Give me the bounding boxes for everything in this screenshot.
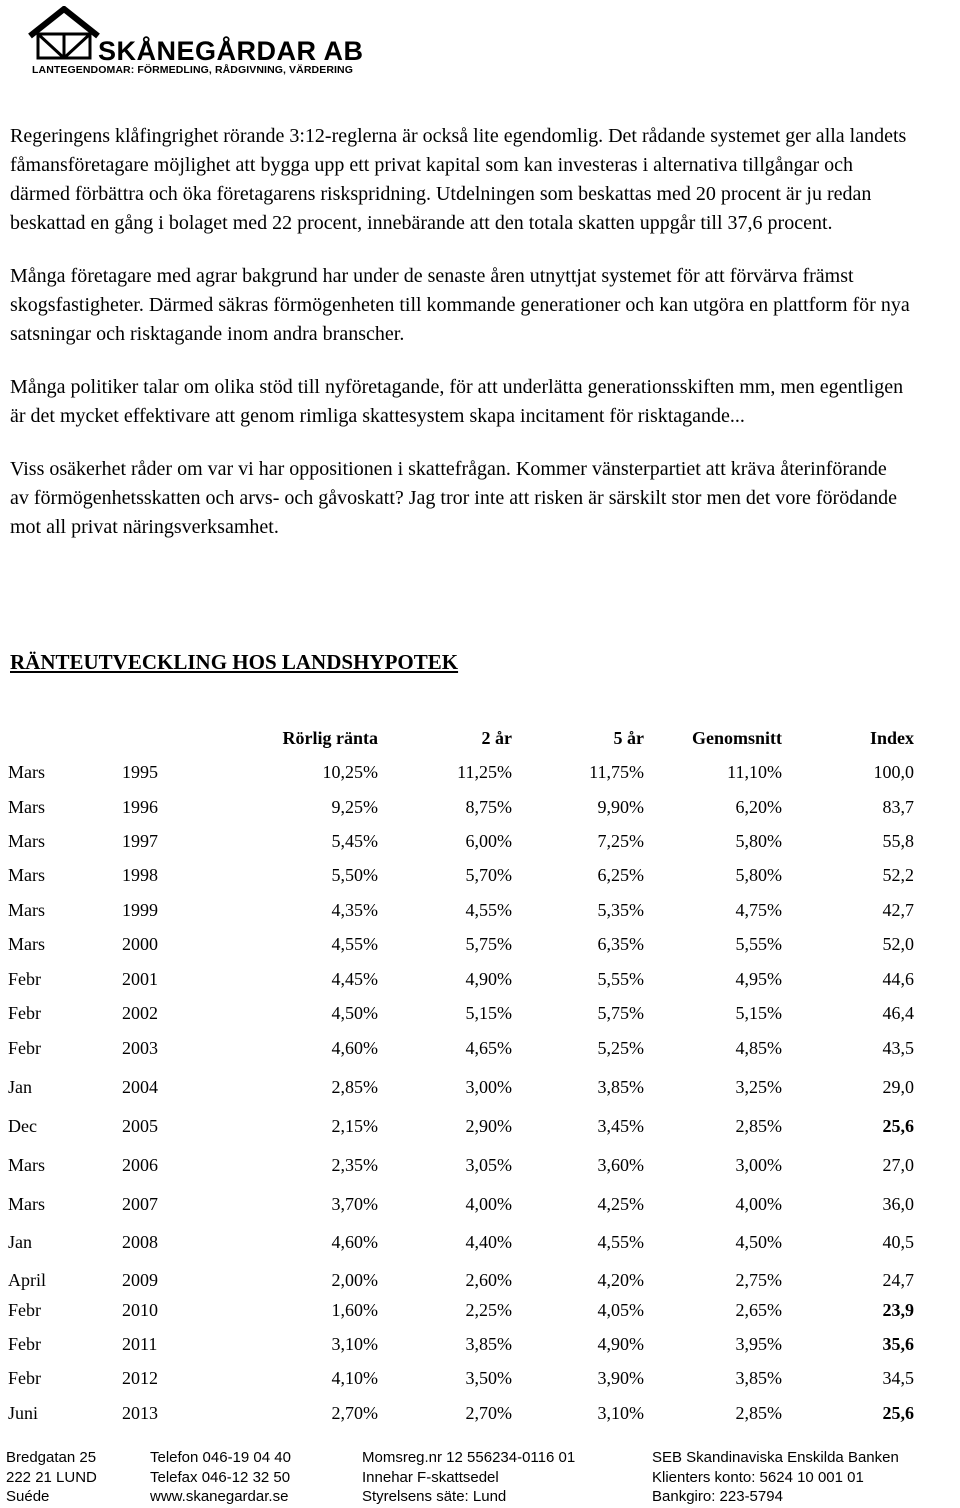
footer-registration xyxy=(362,1448,575,1507)
table-row xyxy=(0,831,960,861)
table-row xyxy=(0,1038,960,1068)
cell-year: 2010 xyxy=(122,1300,158,1320)
cell-year: 1995 xyxy=(122,762,158,782)
cell-snitt: 3,95% xyxy=(735,1334,782,1354)
cell-rorlig: 3,10% xyxy=(331,1334,378,1354)
cell-y5: 11,75% xyxy=(589,762,644,782)
footer-line: Bankgiro: 223-5794 xyxy=(652,1488,783,1505)
cell-index: 52,0 xyxy=(882,934,914,954)
footer-line: 222 21 LUND xyxy=(6,1468,97,1486)
cell-snitt: 11,10% xyxy=(727,762,782,782)
cell-year: 2004 xyxy=(122,1077,158,1097)
cell-index: 29,0 xyxy=(882,1077,914,1097)
cell-rorlig: 2,85% xyxy=(331,1077,378,1097)
logo-tagline: LANTEGENDOMAR: FÖRMEDLING, RÅDGIVNING, VÄRDERING xyxy=(32,64,353,76)
cell-snitt: 5,80% xyxy=(735,865,782,885)
cell-y5: 5,75% xyxy=(597,1003,644,1023)
table-row xyxy=(0,900,960,930)
cell-y2: 8,75% xyxy=(465,797,512,817)
table-row xyxy=(0,1403,960,1433)
table-row xyxy=(0,1155,960,1185)
cell-rorlig: 4,55% xyxy=(331,934,378,954)
cell-year: 1997 xyxy=(122,831,158,851)
company-logo xyxy=(28,6,364,78)
cell-y5: 4,90% xyxy=(597,1334,644,1354)
cell-rorlig: 1,60% xyxy=(331,1300,378,1320)
cell-snitt: 2,85% xyxy=(735,1116,782,1136)
paragraph: Viss osäkerhet råder om var vi har oppositionen i skattefrågan. Kommer vänsterpartiet att kräva återinförande av förmögenhetsskatten och arvs- och gåvoskatt? Jag tror inte att risken är särskilt stor men det vore förödande mot all privat näringsverksamhet. xyxy=(10,458,897,538)
cell-month: Juni xyxy=(8,1403,39,1423)
cell-y5: 5,25% xyxy=(597,1038,644,1058)
cell-y2: 4,00% xyxy=(465,1194,512,1214)
cell-y2: 2,70% xyxy=(465,1403,512,1423)
paragraph: Många företagare med agrar bakgrund har under de senaste åren utnyttjat systemet för att förvärva främst skogsfastigheter. Därmed säkras förmögenheten till kommande generationer och kan utgöra en plattform för nya satsningar och risktagande inom andra branscher. xyxy=(10,265,910,345)
footer-line: SEB Skandinaviska Enskilda Banken xyxy=(652,1449,899,1466)
table-row xyxy=(0,1116,960,1146)
footer-line: Bredgatan 25 xyxy=(6,1449,97,1466)
cell-index: 44,6 xyxy=(882,969,914,989)
cell-y2: 5,75% xyxy=(465,934,512,954)
cell-month: Dec xyxy=(8,1116,37,1136)
cell-y5: 4,25% xyxy=(597,1194,644,1214)
cell-y5: 6,25% xyxy=(597,865,644,885)
cell-rorlig: 9,25% xyxy=(331,797,378,817)
cell-year: 2007 xyxy=(122,1194,158,1214)
cell-year: 1999 xyxy=(122,900,158,920)
cell-month: Mars xyxy=(8,831,45,851)
cell-y2: 3,05% xyxy=(465,1155,512,1175)
table-header-row xyxy=(0,728,960,758)
header-index: Index xyxy=(869,728,914,748)
footer-line: Suéde xyxy=(6,1488,50,1505)
cell-snitt: 3,25% xyxy=(735,1077,782,1097)
cell-rorlig: 2,70% xyxy=(331,1403,378,1423)
cell-y2: 4,90% xyxy=(465,969,512,989)
cell-month: Mars xyxy=(8,1155,45,1175)
farmhouse-icon xyxy=(28,6,108,64)
cell-year: 2001 xyxy=(122,969,158,989)
cell-index: 83,7 xyxy=(882,797,914,817)
cell-y5: 7,25% xyxy=(597,831,644,851)
cell-rorlig: 10,25% xyxy=(322,762,378,782)
cell-y5: 6,35% xyxy=(597,934,644,954)
header-genomsnitt: Genomsnitt xyxy=(692,728,782,748)
cell-index: 100,0 xyxy=(873,762,914,782)
cell-index: 52,2 xyxy=(882,865,914,885)
cell-y5: 4,05% xyxy=(597,1300,644,1320)
cell-month: Mars xyxy=(8,1194,45,1214)
cell-snitt: 2,75% xyxy=(735,1270,782,1290)
cell-year: 2011 xyxy=(122,1334,158,1354)
cell-month: Jan xyxy=(8,1077,32,1097)
cell-snitt: 3,85% xyxy=(735,1368,782,1388)
cell-month: Febr xyxy=(8,969,41,989)
cell-snitt: 5,80% xyxy=(735,831,782,851)
cell-snitt: 4,00% xyxy=(735,1194,782,1214)
cell-rorlig: 4,60% xyxy=(331,1038,378,1058)
cell-y5: 3,90% xyxy=(597,1368,644,1388)
cell-y2: 3,00% xyxy=(465,1077,512,1097)
cell-year: 2003 xyxy=(122,1038,158,1058)
cell-year: 1996 xyxy=(122,797,158,817)
table-row xyxy=(0,1232,960,1262)
cell-y2: 5,70% xyxy=(465,865,512,885)
cell-month: Febr xyxy=(8,1368,41,1388)
cell-y5: 4,20% xyxy=(597,1270,644,1290)
cell-rorlig: 2,15% xyxy=(331,1116,378,1136)
cell-y2: 6,00% xyxy=(465,831,512,851)
cell-index: 46,4 xyxy=(882,1003,914,1023)
footer-line: Klienters konto: 5624 10 001 01 xyxy=(652,1468,864,1486)
footer-line: Momsreg.nr 12 556234-0116 01 xyxy=(362,1449,576,1466)
table-row xyxy=(0,969,960,999)
cell-y2: 3,50% xyxy=(465,1368,512,1388)
footer-line: Innehar F-skattsedel xyxy=(362,1468,499,1486)
cell-month: Mars xyxy=(8,900,45,920)
cell-index: 43,5 xyxy=(882,1038,914,1058)
cell-y2: 4,40% xyxy=(465,1232,512,1252)
cell-rorlig: 5,45% xyxy=(331,831,378,851)
cell-month: Febr xyxy=(8,1038,41,1058)
table-row xyxy=(0,1003,960,1033)
cell-y5: 3,85% xyxy=(597,1077,644,1097)
cell-rorlig: 4,50% xyxy=(331,1003,378,1023)
cell-index: 25,6 xyxy=(882,1403,914,1423)
paragraph: Många politiker talar om olika stöd till nyföretagande, för att underlätta generationsskiften mm, men egentligen är det mycket effektivare att genom rimliga skattesystem skapa incitament för risktagande... xyxy=(10,376,904,427)
cell-snitt: 3,00% xyxy=(735,1155,782,1175)
cell-month: Febr xyxy=(8,1334,41,1354)
table-row xyxy=(0,762,960,792)
table-row xyxy=(0,865,960,895)
cell-rorlig: 2,00% xyxy=(331,1270,378,1290)
section-heading: RÄNTEUTVECKLING HOS LANDSHYPOTEK xyxy=(10,650,459,674)
cell-year: 2000 xyxy=(122,934,158,954)
cell-y2: 3,85% xyxy=(465,1334,512,1354)
table-row xyxy=(0,797,960,827)
cell-month: Jan xyxy=(8,1232,32,1252)
cell-y5: 3,60% xyxy=(597,1155,644,1175)
cell-month: Febr xyxy=(8,1300,41,1320)
cell-rorlig: 2,35% xyxy=(331,1155,378,1175)
cell-index: 36,0 xyxy=(882,1194,914,1214)
logo-name: SKÅNEGÅRDAR AB xyxy=(98,36,364,66)
cell-y5: 3,10% xyxy=(597,1403,644,1423)
cell-snitt: 5,55% xyxy=(735,934,782,954)
cell-y5: 5,35% xyxy=(597,900,644,920)
cell-y2: 4,65% xyxy=(465,1038,512,1058)
header-5ar: 5 år xyxy=(613,728,644,748)
cell-month: Mars xyxy=(8,797,45,817)
footer-bank xyxy=(652,1448,899,1507)
cell-year: 2008 xyxy=(122,1232,158,1252)
footer-line: Telefon 046-19 04 40 xyxy=(150,1449,291,1466)
table-row xyxy=(0,1077,960,1107)
cell-rorlig: 3,70% xyxy=(331,1194,378,1214)
cell-month: April xyxy=(8,1270,46,1290)
footer-line: Styrelsens säte: Lund xyxy=(362,1488,507,1505)
table-row xyxy=(0,1300,960,1330)
cell-month: Mars xyxy=(8,934,45,954)
cell-y2: 5,15% xyxy=(465,1003,512,1023)
cell-index: 35,6 xyxy=(882,1334,914,1354)
cell-snitt: 4,50% xyxy=(735,1232,782,1252)
cell-snitt: 6,20% xyxy=(735,797,782,817)
table-row xyxy=(0,1194,960,1224)
table-row xyxy=(0,1270,960,1300)
cell-y2: 2,25% xyxy=(465,1300,512,1320)
article-body xyxy=(10,122,910,566)
header-2ar: 2 år xyxy=(481,728,512,748)
cell-index: 27,0 xyxy=(882,1155,914,1175)
header-rorlig: Rörlig ränta xyxy=(282,728,378,748)
cell-snitt: 4,85% xyxy=(735,1038,782,1058)
cell-y2: 4,55% xyxy=(465,900,512,920)
cell-y2: 11,25% xyxy=(457,762,512,782)
cell-index: 34,5 xyxy=(882,1368,914,1388)
cell-y2: 2,90% xyxy=(465,1116,512,1136)
cell-y2: 2,60% xyxy=(465,1270,512,1290)
cell-year: 2012 xyxy=(122,1368,158,1388)
cell-year: 2005 xyxy=(122,1116,158,1136)
cell-year: 2002 xyxy=(122,1003,158,1023)
cell-rorlig: 4,60% xyxy=(331,1232,378,1252)
cell-index: 42,7 xyxy=(882,900,914,920)
table-row xyxy=(0,934,960,964)
cell-snitt: 2,85% xyxy=(735,1403,782,1423)
cell-index: 55,8 xyxy=(882,831,914,851)
cell-year: 2006 xyxy=(122,1155,158,1175)
footer-line: www.skanegardar.se xyxy=(150,1488,289,1505)
cell-snitt: 4,95% xyxy=(735,969,782,989)
cell-month: Febr xyxy=(8,1003,41,1023)
footer-line: Telefax 046-12 32 50 xyxy=(150,1468,291,1486)
paragraph: Regeringens klåfingrighet rörande 3:12-reglerna är också lite egendomlig. Det rådande systemet ger alla landets fåmansföretagare möjlighet att bygga upp ett privat kapital som kan investeras i alternativa tillgångar och därmed förbättra och öka företagarens riskspridning. Utdelningen som beskattas med 20 procent är ju redan beskattad en gång i bolaget med 22 procent, innebärande att den totala skatten uppgår till 37,6 procent. xyxy=(10,125,907,234)
footer-contact xyxy=(150,1448,291,1507)
cell-index: 25,6 xyxy=(882,1116,914,1136)
cell-y5: 4,55% xyxy=(597,1232,644,1252)
cell-rorlig: 4,10% xyxy=(331,1368,378,1388)
cell-month: Mars xyxy=(8,762,45,782)
cell-snitt: 5,15% xyxy=(735,1003,782,1023)
footer-address xyxy=(6,1448,97,1507)
cell-year: 2009 xyxy=(122,1270,158,1290)
cell-y5: 9,90% xyxy=(597,797,644,817)
cell-rorlig: 4,45% xyxy=(331,969,378,989)
table-row xyxy=(0,1368,960,1398)
cell-index: 23,9 xyxy=(882,1300,914,1320)
cell-y5: 3,45% xyxy=(597,1116,644,1136)
cell-month: Mars xyxy=(8,865,45,885)
cell-rorlig: 4,35% xyxy=(331,900,378,920)
cell-year: 1998 xyxy=(122,865,158,885)
table-row xyxy=(0,1334,960,1364)
cell-y5: 5,55% xyxy=(597,969,644,989)
cell-snitt: 4,75% xyxy=(735,900,782,920)
cell-index: 24,7 xyxy=(882,1270,914,1290)
cell-year: 2013 xyxy=(122,1403,158,1423)
cell-index: 40,5 xyxy=(882,1232,914,1252)
cell-snitt: 2,65% xyxy=(735,1300,782,1320)
cell-rorlig: 5,50% xyxy=(331,865,378,885)
